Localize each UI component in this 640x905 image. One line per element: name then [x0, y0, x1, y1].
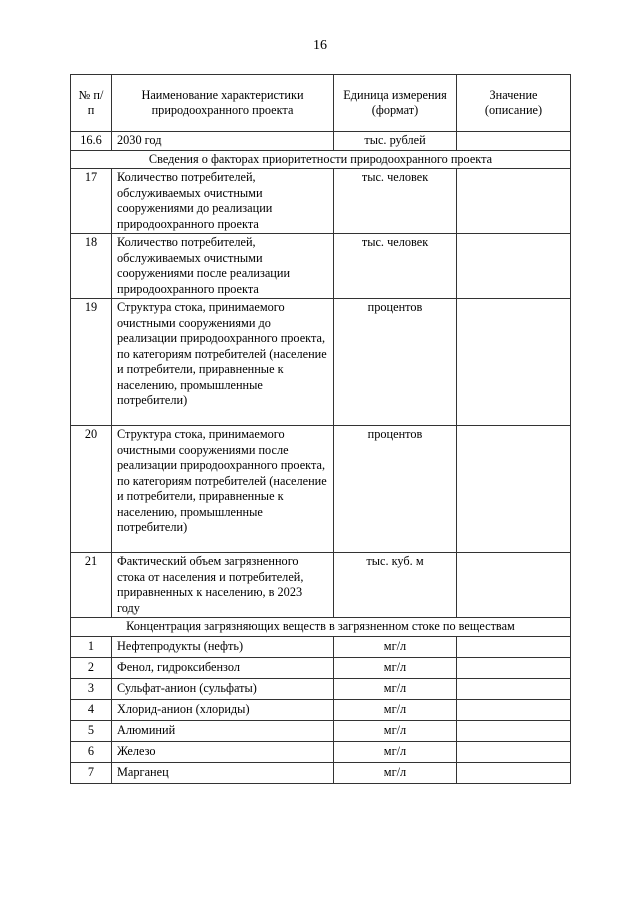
row-name: Количество потребителей, обслуживаемых очистными сооружениями после реализации природоохранного проекта	[112, 234, 334, 299]
table-header-row	[71, 75, 571, 132]
header-value: Значение (описание)	[457, 75, 571, 132]
row-value	[457, 636, 571, 657]
header-name: Наименование характеристики природоохранного проекта	[112, 75, 334, 132]
row-num: 18	[71, 234, 112, 299]
row-unit: мг/л	[334, 720, 457, 741]
row-unit: мг/л	[334, 657, 457, 678]
page-number: 16	[313, 38, 327, 53]
row-name: Фенол, гидроксибензол	[112, 657, 334, 678]
row-value	[457, 132, 571, 151]
row-name: Количество потребителей, обслуживаемых очистными сооружениями до реализации природоохранного проекта	[112, 169, 334, 234]
table-row	[71, 636, 571, 657]
table-row	[71, 678, 571, 699]
row-num: 1	[71, 636, 112, 657]
row-num: 3	[71, 678, 112, 699]
row-num: 20	[71, 426, 112, 553]
row-unit: процентов	[334, 426, 457, 553]
row-value	[457, 657, 571, 678]
row-value	[457, 426, 571, 553]
table-row	[71, 699, 571, 720]
row-num: 5	[71, 720, 112, 741]
row-value	[457, 169, 571, 234]
row-name: Структура стока, принимаемого очистными сооружениями до реализации природоохранного проекта, по категориям потребителей (население и потребители, приравненные к населению, промышленные потребители)	[112, 299, 334, 426]
row-unit: мг/л	[334, 699, 457, 720]
table-row	[71, 553, 571, 618]
row-num: 4	[71, 699, 112, 720]
table-row	[71, 426, 571, 553]
section-row	[71, 150, 571, 169]
row-num: 16.6	[71, 132, 112, 151]
table-row	[71, 169, 571, 234]
row-unit: мг/л	[334, 762, 457, 783]
table-row	[71, 234, 571, 299]
row-num: 7	[71, 762, 112, 783]
section-title: Концентрация загрязняющих веществ в загрязненном стоке по веществам	[71, 618, 571, 637]
header-num: № п/п	[71, 75, 112, 132]
row-name: Хлорид-анион (хлориды)	[112, 699, 334, 720]
row-name: Марганец	[112, 762, 334, 783]
row-value	[457, 553, 571, 618]
row-unit: мг/л	[334, 636, 457, 657]
table-row	[71, 299, 571, 426]
row-value	[457, 741, 571, 762]
table-row	[71, 741, 571, 762]
row-name: Нефтепродукты (нефть)	[112, 636, 334, 657]
row-value	[457, 720, 571, 741]
characteristics-table	[70, 74, 571, 784]
row-name: Алюминий	[112, 720, 334, 741]
table-row	[71, 720, 571, 741]
row-num: 19	[71, 299, 112, 426]
table-row	[71, 657, 571, 678]
row-num: 21	[71, 553, 112, 618]
row-value	[457, 699, 571, 720]
row-num: 2	[71, 657, 112, 678]
row-unit: тыс. человек	[334, 169, 457, 234]
row-unit: тыс. рублей	[334, 132, 457, 151]
section-row	[71, 618, 571, 637]
table-row	[71, 132, 571, 151]
section-title: Сведения о факторах приоритетности природоохранного проекта	[71, 150, 571, 169]
row-num: 17	[71, 169, 112, 234]
row-unit: процентов	[334, 299, 457, 426]
row-num: 6	[71, 741, 112, 762]
row-value	[457, 234, 571, 299]
row-name: Структура стока, принимаемого очистными сооружениями после реализации природоохранного проекта, по категориям потребителей (население и потребители, приравненные к населению, промышленные потребители)	[112, 426, 334, 553]
row-unit: тыс. куб. м	[334, 553, 457, 618]
row-value	[457, 299, 571, 426]
row-value	[457, 762, 571, 783]
row-name: 2030 год	[112, 132, 334, 151]
row-name: Железо	[112, 741, 334, 762]
row-name: Фактический объем загрязненного стока от населения и потребителей, приравненных к населению, в 2023 году	[112, 553, 334, 618]
row-unit: мг/л	[334, 741, 457, 762]
row-unit: мг/л	[334, 678, 457, 699]
row-name: Сульфат-анион (сульфаты)	[112, 678, 334, 699]
header-unit: Единица измерения (формат)	[334, 75, 457, 132]
table-row	[71, 762, 571, 783]
row-value	[457, 678, 571, 699]
row-unit: тыс. человек	[334, 234, 457, 299]
